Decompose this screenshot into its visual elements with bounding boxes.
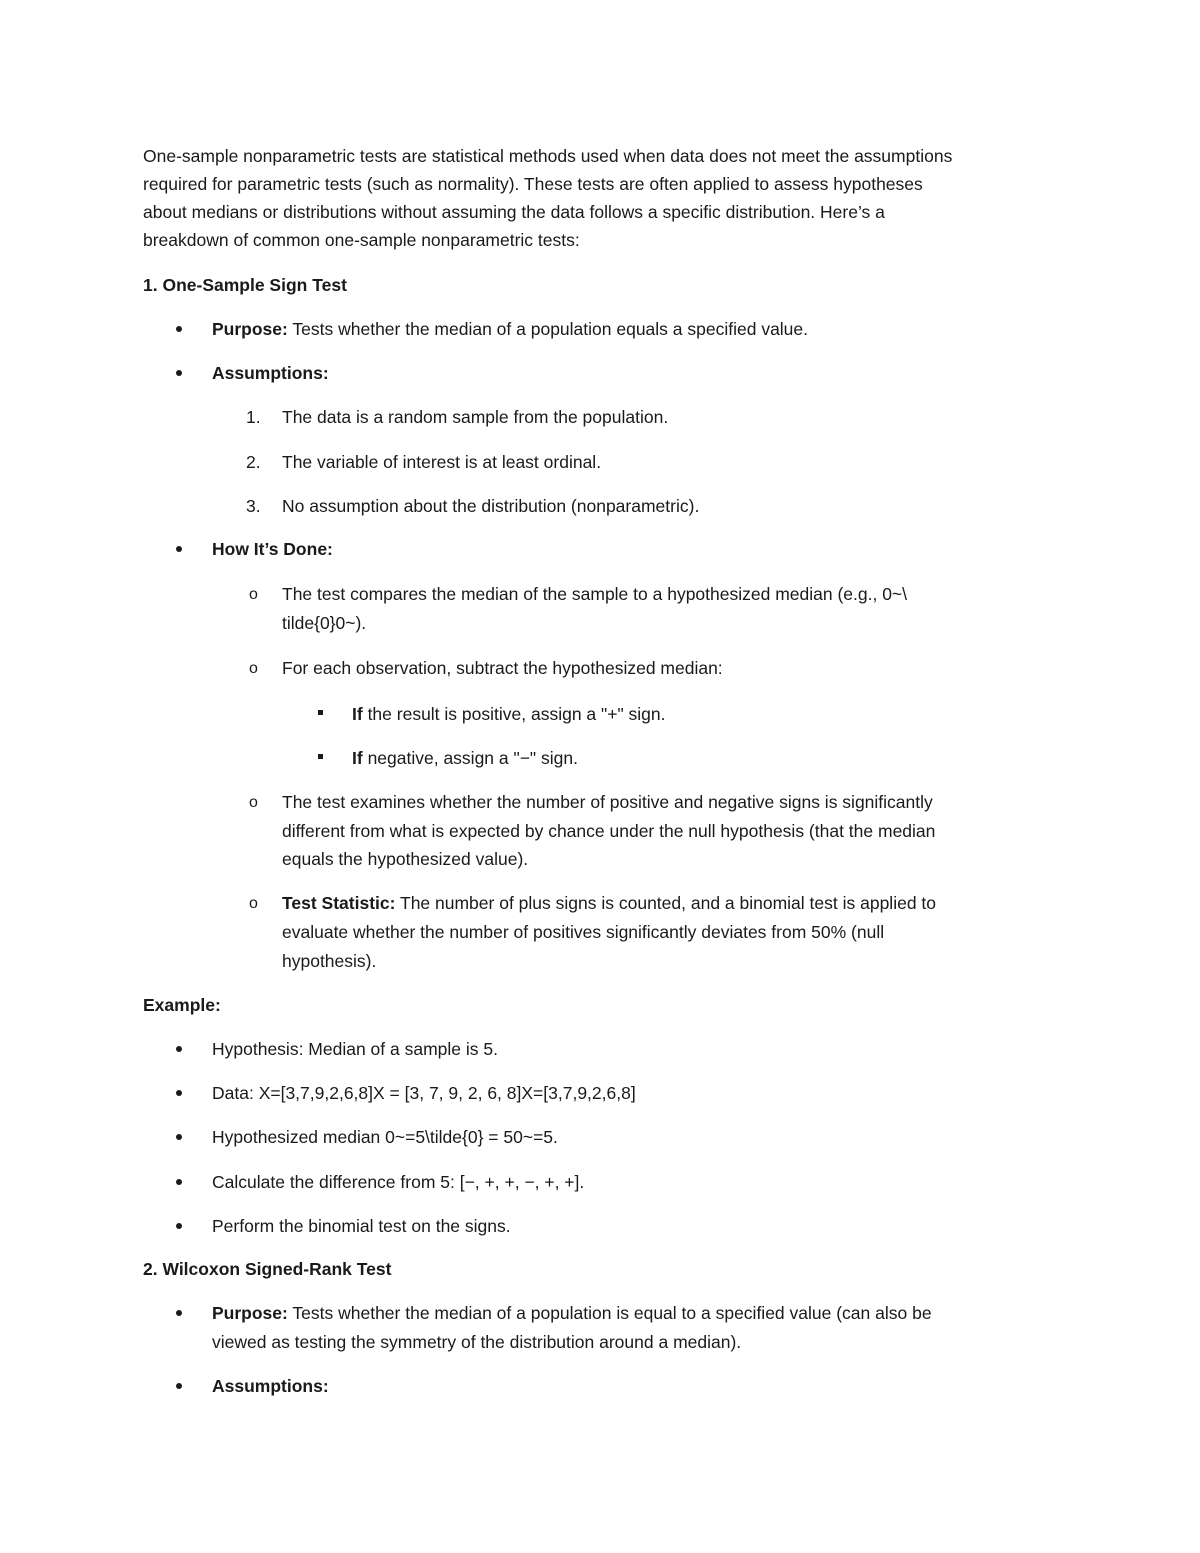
how-label: How It’s Done: [212,539,333,559]
how-item-4-line-1 [282,892,936,914]
purpose-label: Purpose: [212,319,288,339]
example-item: Data: X=[3,7,9,2,6,8]X = [3, 7, 9, 2, 6, 8]X=[3,7,9,2,6,8] [212,1083,636,1103]
how-item-4-line-3: hypothesis). [282,951,377,971]
bullet-icon [176,1383,182,1389]
section-2-purpose-label: Purpose: [212,1303,288,1323]
bullet-icon [176,1134,182,1140]
intro-line-4: breakdown of common one-sample nonparametric tests: [143,230,580,250]
bullet-icon [176,1046,182,1052]
bullet-icon [176,1310,182,1316]
assumption-item: No assumption about the distribution (nonparametric). [282,496,700,516]
how-item-2: For each observation, subtract the hypothesized median: [282,658,723,678]
section-2-purpose-line-1 [212,1302,932,1324]
how-item-4-line-2: evaluate whether the number of positives significantly deviates from 50% (null [282,922,885,942]
how-item-3-line-1: The test examines whether the number of positive and negative signs is significantly [282,792,933,812]
circle-bullet-icon: o [249,660,258,677]
assumptions-label: Assumptions: [212,363,329,383]
square-bullet-icon [318,754,323,759]
section-2-assumptions-label: Assumptions: [212,1376,329,1396]
section-2-heading: 2. Wilcoxon Signed-Rank Test [143,1259,392,1279]
purpose-text: Tests whether the median of a population equals a specified value. [287,319,809,339]
circle-bullet-icon: o [249,586,258,603]
bullet-icon [176,370,182,376]
intro-line-1: One-sample nonparametric tests are statistical methods used when data does not meet the assumptions [143,146,953,166]
sub-bullet-2 [352,747,578,769]
bullet-icon [176,1179,182,1185]
example-item: Hypothesized median 0~=5\tilde{0} = 50~=5. [212,1127,558,1147]
example-item: Calculate the difference from 5: [−, +, +, −, +, +]. [212,1172,585,1192]
bullet-icon [176,1090,182,1096]
circle-bullet-icon: o [249,895,258,912]
assumption-item: The variable of interest is at least ordinal. [282,452,602,472]
section-1-heading: 1. One-Sample Sign Test [143,275,347,295]
assumption-number: 3. [246,496,261,516]
sub-bullet-2-bold: If [352,748,363,768]
section-2-purpose-text: Tests whether the median of a population is equal to a specified value (can also be [287,1303,932,1323]
how-item-1-line-2: tilde{0}0~). [282,613,367,633]
example-item: Hypothesis: Median of a sample is 5. [212,1039,498,1059]
example-item: Perform the binomial test on the signs. [212,1216,511,1236]
square-bullet-icon [318,710,323,715]
sub-bullet-2-text: negative, assign a "−" sign. [362,748,578,768]
test-statistic-label: Test Statistic: [282,893,396,913]
purpose-item [212,318,808,340]
test-statistic-text: The number of plus signs is counted, and a binomial test is applied to [395,893,937,913]
assumption-number: 2. [246,452,261,472]
assumption-number: 1. [246,407,261,427]
sub-bullet-1-text: the result is positive, assign a "+" sign. [362,704,666,724]
section-2-purpose-line-2: viewed as testing the symmetry of the distribution around a median). [212,1332,742,1352]
circle-bullet-icon: o [249,794,258,811]
bullet-icon [176,326,182,332]
bullet-icon [176,546,182,552]
how-item-1-line-1: The test compares the median of the sample to a hypothesized median (e.g., 0~\ [282,584,908,604]
intro-line-3: about medians or distributions without assuming the data follows a specific distribution. Here’s a [143,202,885,222]
assumption-item: The data is a random sample from the population. [282,407,669,427]
bullet-icon [176,1223,182,1229]
how-item-3-line-2: different from what is expected by chance under the null hypothesis (that the median [282,821,936,841]
intro-line-2: required for parametric tests (such as normality). These tests are often applied to assess hypotheses [143,174,923,194]
how-item-3-line-3: equals the hypothesized value). [282,849,529,869]
sub-bullet-1 [352,703,665,725]
sub-bullet-1-bold: If [352,704,363,724]
example-heading: Example: [143,995,221,1015]
